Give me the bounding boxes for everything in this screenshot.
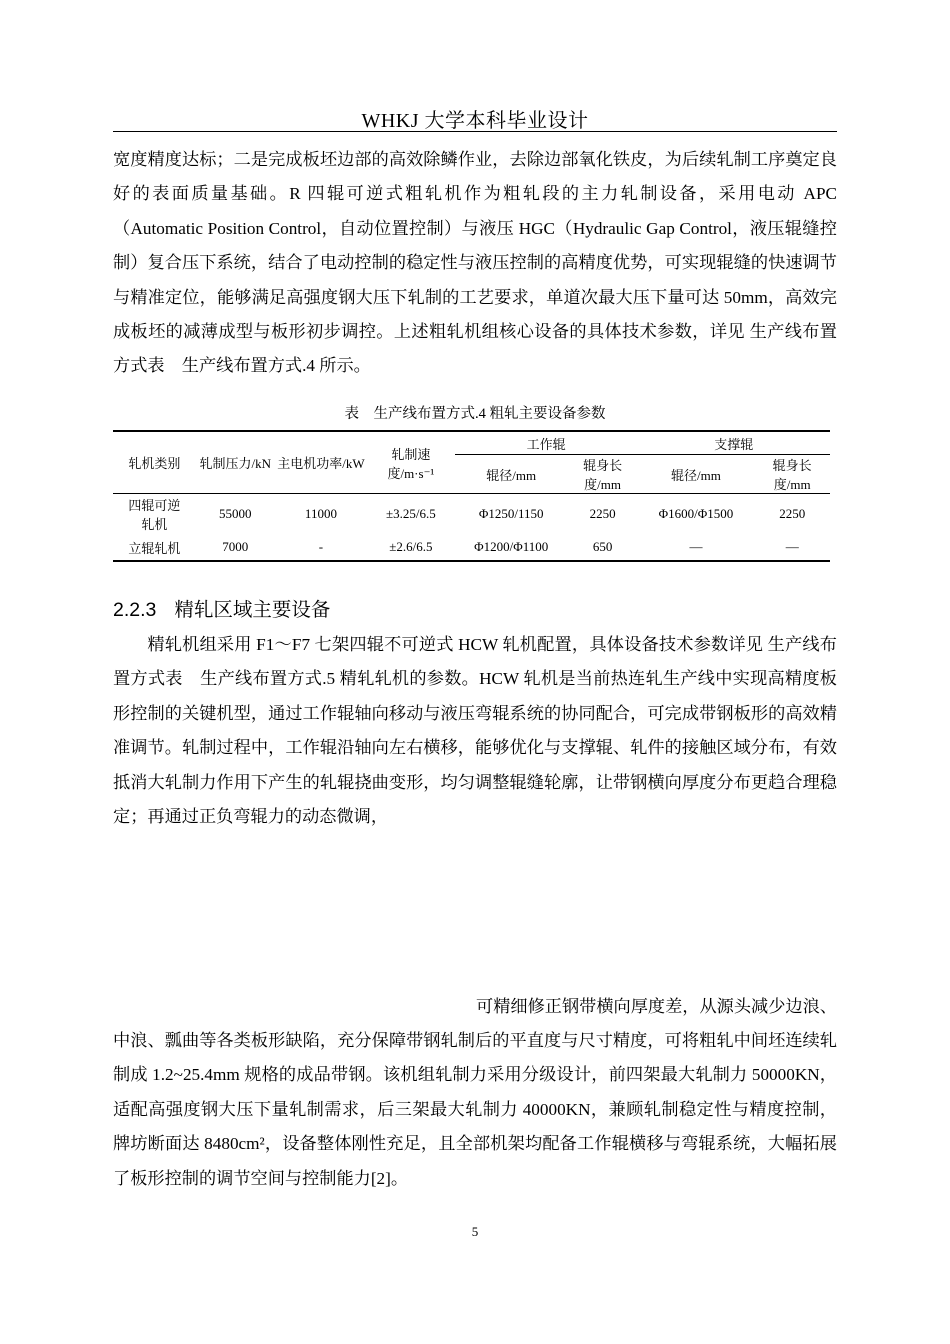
cell-work-length: 650 <box>568 534 638 561</box>
col-header-work-diameter: 辊径/mm <box>455 455 568 494</box>
col-header-backup-diameter: 辊径/mm <box>638 455 755 494</box>
paragraph-continuation: 中浪、瓢曲等各类板形缺陷，充分保障带钢轧制后的平直度与尺寸精度，可将粗轧中间坯连续轧制成 1.2~25.4mm 规格的成品带钢。该机组轧制力采用分级设计，前四架最大轧制力 50000KN，适配高强度钢大压下量轧制需求，后三架最大轧制力 40000KN，兼顾轧制稳定性与精度控制，牌坊断面达 8480cm²，设备整体刚性充足，且全部机架均配备工作辊横移与弯辊系统，大幅拓展了板形控制的调节空间与控制能力[2]。 <box>113 1031 837 1188</box>
page-number: 5 <box>471 1224 479 1239</box>
col-header-backup-roll: 支撑辊 <box>638 431 830 455</box>
col-header-speed: 轧制速度/m·s⁻¹ <box>367 431 455 494</box>
col-header-power: 主电机功率/kW <box>275 431 367 494</box>
cell-speed: ±2.6/6.5 <box>367 534 455 561</box>
col-header-force: 轧制压力/kN <box>196 431 275 494</box>
paragraph-continuation-first-line: 可精细修正钢带横向厚度差，从源头减少边浪、 <box>476 997 837 1016</box>
section-number: 2.2.3 <box>113 599 157 621</box>
cell-speed: ±3.25/6.5 <box>386 506 436 521</box>
cell-force: 55000 <box>219 506 252 521</box>
page-header-title: WHKJ 大学本科毕业设计 <box>361 110 589 132</box>
col-header-backup-length: 辊身长度/mm <box>754 455 830 494</box>
cell-force: 7000 <box>196 534 275 561</box>
cell-work-diameter: Φ1200/Φ1100 <box>455 534 568 561</box>
col-header-work-length: 辊身长度/mm <box>568 455 638 494</box>
cell-type: 立辊轧机 <box>113 534 196 561</box>
cell-power: 11000 <box>304 506 337 521</box>
cell-work-length: 2250 <box>589 506 616 521</box>
cell-backup-length: 2250 <box>779 506 806 521</box>
cell-power: - <box>275 534 367 561</box>
table-row <box>113 494 830 535</box>
cell-backup-diameter: — <box>638 534 755 561</box>
cell-type: 四辊可逆轧机 <box>128 498 181 532</box>
cell-backup-diameter: Φ1600/Φ1500 <box>658 506 734 521</box>
cell-backup-length: — <box>754 534 830 561</box>
cell-work-diameter: Φ1250/1150 <box>478 506 544 521</box>
col-header-type: 轧机类别 <box>113 431 196 494</box>
paragraph-roughing-mill: 宽度精度达标；二是完成板坯边部的高效除鳞作业，去除边部氧化铁皮，为后续轧制工序奠定良好的表面质量基础。R 四辊可逆式粗轧机作为粗轧段的主力轧制设备，采用电动 APC（Automatic Position Control，自动位置控制）与液压 HGC（Hydraulic Gap Control，液压辊缝控制）复合压下系统，结合了电动控制的稳定性与液压控制的高精度优势，可实现辊缝的快速调节与精准定位，能够满足高强度钢大压下轧制的工艺要求，单道次最大压下量可达 50mm，高效完成板坯的减薄成型与板形初步调控。上述粗轧机组核心设备的具体技术参数，详见 生产线布置方式表 生产线布置方式.4 所示。 <box>113 150 837 376</box>
paragraph-finishing-mill: 精轧机组采用 F1～F7 七架四辊不可逆式 HCW 轧机配置，具体设备技术参数详见 生产线布置方式表 生产线布置方式.5 精轧轧机的参数。HCW 轧机是当前热连轧生产线中实现高精度板形控制的关键机型，通过工作辊轴向移动与液压弯辊系统的协同配合，可完成带钢板形的高效精准调节。轧制过程中，工作辊沿轴向左右横移，能够优化与支撑辊、轧件的接触区域分布，有效抵消大轧制力作用下产生的轧辊挠曲变形，均匀调整辊缝轮廓，让带钢横向厚度分布更趋合理稳定；再通过正负弯辊力的动态微调， <box>113 635 837 827</box>
section-title: 精轧区域主要设备 <box>174 598 331 621</box>
roughing-equipment-table <box>113 430 830 562</box>
table-row <box>113 534 830 561</box>
table-caption: 表 生产线布置方式.4 粗轧主要设备参数 <box>344 406 606 422</box>
section-heading <box>113 594 330 622</box>
col-header-work-roll: 工作辊 <box>455 431 638 455</box>
header-rule <box>113 131 837 132</box>
